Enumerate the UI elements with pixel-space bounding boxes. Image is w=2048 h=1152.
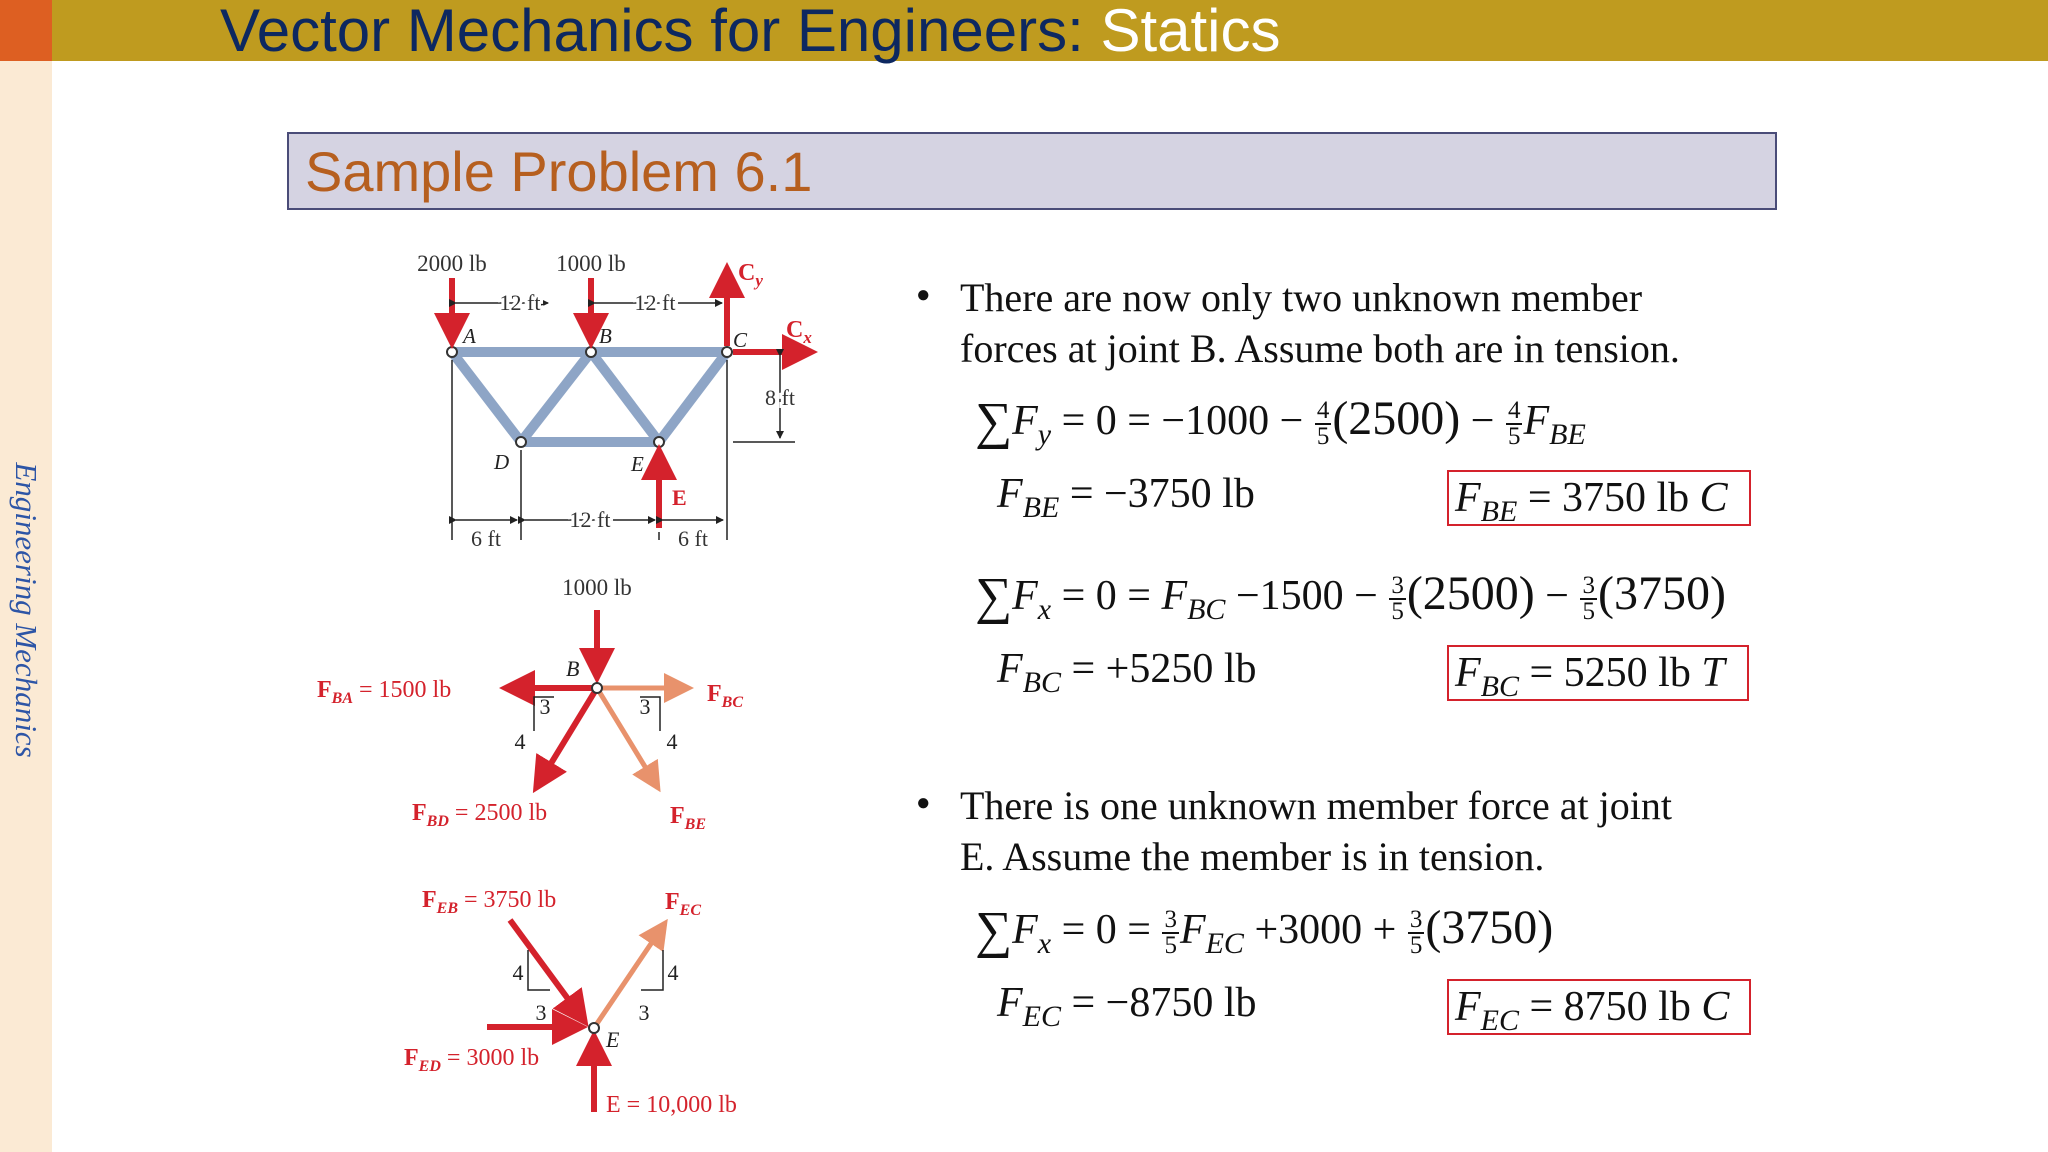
truss-load-b-label: 1000 lb	[556, 251, 626, 276]
truss-dim-de: 12 ft	[569, 507, 611, 532]
fbd-e-fec-arrow	[596, 923, 665, 1025]
fbd-b-left-tri-h: 3	[539, 694, 551, 719]
truss-node-b: B	[599, 324, 612, 348]
truss-reaction-e-label: E	[672, 485, 687, 510]
truss-dim-bc: 12 ft	[634, 290, 676, 315]
fbd-b-load-label: 1000 lb	[562, 575, 632, 600]
fbd-e-fed-label: $F_{ED} = 3000$ lb	[404, 1045, 540, 1075]
result-box-fec: $F_{EC} = 8750$ lb C	[1447, 979, 1751, 1035]
equation-fbc-value: $F_{BC} = +5250$ lb	[997, 646, 1257, 699]
bullet-1-dot: ●	[916, 282, 931, 308]
side-strip-text: Engineering Mechanics	[9, 462, 44, 758]
fbd-e-fec-label: $F_{EC}$	[665, 889, 702, 919]
truss-load-a-label: 2000 lb	[417, 251, 487, 276]
truss-node-a: A	[463, 324, 476, 348]
bullet-1-line-1: There are now only two unknown member	[960, 275, 1643, 320]
truss-node-c: C	[733, 328, 748, 352]
result-box-fbc: $F_{BC} = 5250$ lb T	[1447, 645, 1749, 701]
equation-sum-fx-b: $\sum F_x = 0 = F_{BC} -1500$ − $\frac{3}{5}$ (2500) − $\frac{3}{5}$ (3750)	[975, 567, 1726, 626]
bullet-2-dot: ●	[916, 790, 931, 816]
equation-fec-value: $F_{EC} = -8750$ lb	[997, 980, 1257, 1033]
truss-dim-right: 6 ft	[678, 526, 708, 551]
fbd-e-left-tri-v: 4	[512, 960, 524, 985]
fbd-b-node-label: B	[566, 656, 580, 681]
fraction-3-5: $\frac{3}{5}$	[1391, 572, 1404, 626]
fraction-4-5: $\frac{4}{5}$	[1507, 397, 1521, 451]
fbd-e-right-tri-h: 3	[638, 1000, 650, 1025]
fbd-e-feb-label: $F_{EB} = 3750$ lb	[422, 887, 557, 917]
fbd-b-left-tri-v: 4	[514, 729, 526, 754]
member-ad	[452, 352, 521, 442]
truss-dim-left: 6 ft	[471, 526, 501, 551]
fbd-b-fbe-label: $F_{BE}$	[670, 803, 707, 833]
truss-dim-ab: 12 ft	[499, 290, 541, 315]
bullet-1-line-2: forces at joint B. Assume both are in tension.	[960, 326, 1680, 371]
member-be	[591, 352, 659, 442]
fbd-e-right-tri-v: 4	[667, 960, 679, 985]
fbd-e-reaction-label: E = 10,000 lb	[606, 1092, 737, 1118]
fraction-3-5: $\frac{3}{5}$	[1582, 572, 1595, 626]
fbd-b-right-tri-v: 4	[666, 729, 678, 754]
truss-reaction-cx-label: $C_x$	[786, 317, 812, 347]
result-box-fbe: $F_{BE} = 3750$ lb C	[1447, 470, 1751, 526]
header-title-sub: Statics	[1100, 0, 1281, 64]
truss-height-label: 8 ft	[765, 385, 795, 410]
fraction-3-5: $\frac{3}{5}$	[1164, 906, 1177, 960]
bullet-2-line-1: There is one unknown member force at joint	[960, 783, 1672, 828]
equation-sum-fy: $\sum F_y = 0 = -1000$ − $\frac{4}{5}$ (2500) − $\frac{4}{5}$ $F_{BE}$	[975, 392, 1586, 451]
equation-sum-fx-e: $\sum F_x = 0$ = $\frac{3}{5}$ $F_{EC} +3000$ + $\frac{3}{5}$ (3750)	[975, 901, 1554, 960]
fbd-b-right-tri-h: 3	[639, 694, 651, 719]
truss-reaction-cy-label: $C_y$	[738, 260, 763, 290]
header-title-main: Vector Mechanics for Engineers:	[220, 0, 1101, 64]
truss-node-e: E	[631, 452, 644, 476]
equation-fbe-value: $F_{BE} = -3750$ lb	[997, 471, 1255, 524]
fbd-b-fbd-label: $F_{BD} = 2500$ lb	[412, 800, 548, 830]
fbd-e-left-tri-h: 3	[535, 1000, 547, 1025]
truss-node-d: D	[494, 450, 510, 474]
bullet-2-line-2: E. Assume the member is in tension.	[960, 834, 1545, 879]
problem-title: Sample Problem 6.1	[305, 140, 813, 203]
fraction-4-5: $\frac{4}{5}$	[1316, 397, 1330, 451]
fraction-3-5: $\frac{3}{5}$	[1409, 906, 1423, 960]
fbd-e-node-label: E	[606, 1027, 620, 1052]
truss-members	[447, 347, 732, 447]
fbd-joint-b	[505, 610, 689, 788]
fbd-b-fba-label: $F_{BA} = 1500$ lb	[317, 677, 452, 707]
fbd-b-fbc-label: $F_{BC}$	[707, 681, 744, 711]
member-ce	[659, 352, 727, 442]
member-bd	[521, 352, 591, 442]
